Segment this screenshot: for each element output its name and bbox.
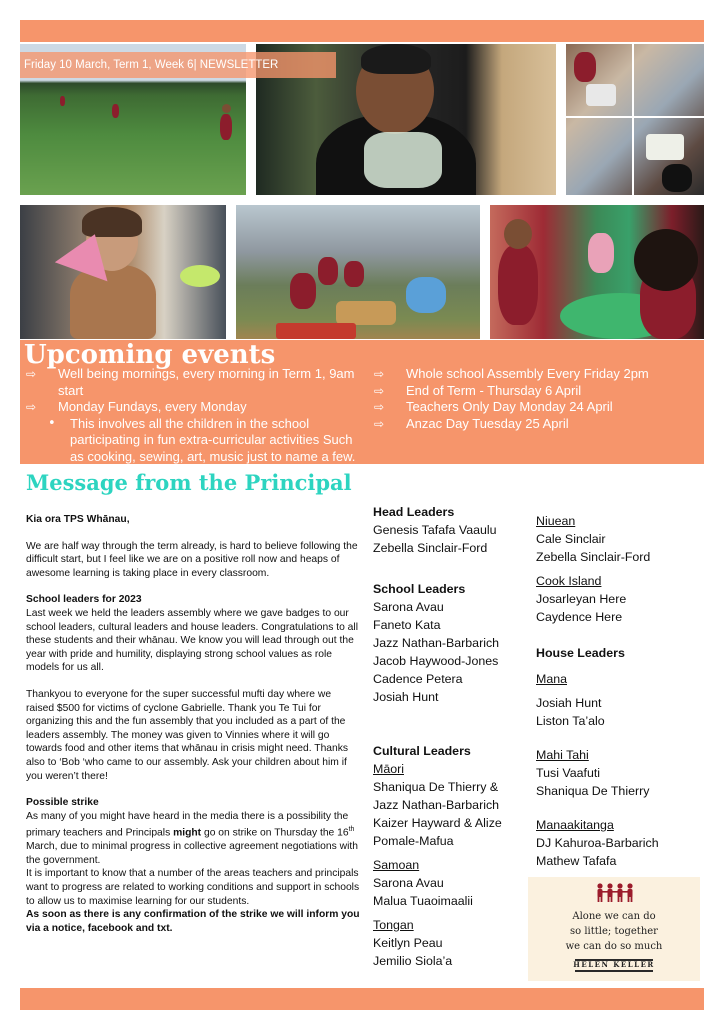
event-item: ⇨ Whole school Assembly Every Friday 2pm (374, 366, 649, 381)
letter-paragraph: As many of you might have heard in the media there is a possibility the primary teachers and Principals might go on strike on Thursday the 16th March, due to minimal progress in collective agreement negotiations with the government. (26, 810, 358, 866)
leader-name: Pomale-Mafua (373, 834, 454, 848)
leader-name: Shaniqua De Thierry (536, 784, 650, 798)
leader-name: Cale Sinclair (536, 532, 606, 546)
leaders-column-middle (373, 503, 533, 970)
leader-name: Josiah Hunt (373, 690, 439, 704)
leader-name: DJ Kahuroa-Barbarich (536, 836, 659, 850)
leader-name: Genesis Tafafa Vaaulu (373, 523, 497, 537)
upcoming-events-panel (20, 340, 704, 464)
photo-collage-classroom (566, 44, 704, 195)
letter-paragraph: Thankyou to everyone for the super successful mufti day where we raised $500 for victims of cyclone Gabrielle. Thank you Te Tui for organizing this and the fun assembly that you included as a part of the leaders assembly. The money was given to Vinnies where it will go towards food and other items that whānau in crisis might need. Thanks also to ‘Bob ‘who came to our assembly. Ask your children about him if you weren’t there! (26, 688, 349, 782)
niuean-title: Niuean (536, 514, 576, 528)
event-item: ⇨ Teachers Only Day Monday 24 April (374, 399, 613, 414)
event-item: ⇨ End of Term - Thursday 6 April (374, 382, 582, 398)
section-heading: School leaders for 2023 (26, 594, 142, 606)
quote-author: HELEN KELLER (573, 960, 655, 969)
arrow-right-icon: ⇨ (374, 416, 385, 431)
letter-paragraph: It is important to know that a number of the areas teachers and principals want to progress are related to working conditions and support in schools to allow us to maximise learning for our students. (26, 868, 360, 907)
leader-name: Tusi Vaafuti (536, 766, 601, 780)
event-item: ⇨ Well being mornings, every morning in Term 1, 9am start (26, 366, 355, 398)
leader-name: Keitlyn Peau (373, 936, 443, 950)
photo-girl-pinwheel (20, 205, 226, 339)
school-leaders-title: School Leaders (373, 582, 466, 596)
event-item: ⇨ Monday Fundays, every Monday (26, 399, 247, 414)
photo-pinwheel-table (490, 205, 704, 339)
event-item: ⇨ Anzac Day Tuesday 25 April (374, 415, 569, 431)
photo-class-floor-blocks (236, 205, 480, 339)
leader-name: Jazz Nathan-Barbarich (373, 636, 500, 650)
leaders-column-right (536, 512, 706, 870)
principal-title: Message from the Principal (26, 470, 352, 495)
principal-letter (26, 513, 360, 935)
leader-name: Mathew Tafafa (536, 854, 617, 868)
arrow-right-icon: ⇨ (374, 400, 385, 414)
leader-name: Jacob Haywood-Jones (373, 654, 499, 668)
leader-name: Liston Ta’alo (536, 714, 605, 728)
mahi-tahi-title: Mahi Tahi (536, 748, 589, 762)
quote-card (528, 877, 700, 981)
arrow-right-icon: ⇨ (374, 367, 385, 381)
top-orange-band (20, 20, 704, 42)
events-list-left (26, 366, 366, 465)
leader-name: Cadence Petera (373, 672, 463, 686)
leader-name: Zebella Sinclair-Ford (536, 550, 651, 564)
events-title: Upcoming events (24, 340, 276, 370)
leader-name: Kaizer Hayward & Alize (373, 816, 502, 830)
leader-name: Jemilio Siola’a (373, 954, 453, 968)
leader-name: Sarona Avau (373, 876, 444, 890)
manaakitanga-title: Manaakitanga (536, 818, 614, 832)
leader-name: Sarona Avau (373, 600, 444, 614)
arrow-right-icon: ⇨ (374, 383, 385, 398)
bullet-icon: • (48, 415, 56, 431)
leader-name: Caydence Here (536, 610, 623, 624)
event-sub-item: • This involves all the children in the school participating in fun extra-curricular activities Such as cooking, sewing, art, music just to name a few. (48, 415, 356, 464)
leader-name: Faneto Kata (373, 618, 441, 632)
mana-title: Mana (536, 672, 567, 686)
maori-title: Māori (373, 762, 404, 776)
events-list-right (374, 366, 694, 432)
leader-name: Shaniqua De Thierry & (373, 780, 499, 794)
newsletter-date-bar: Friday 10 March, Term 1, Week 6| NEWSLETTER (20, 52, 336, 78)
leader-name: Zebella Sinclair-Ford (373, 541, 488, 555)
letter-paragraph: We are half way through the term already, is hard to believe following the difficult start, but I feel like we are on a positive roll now and heaps of awesome learning is taking place in every classroom. (26, 540, 358, 579)
leader-name: Jazz Nathan-Barbarich (373, 798, 500, 812)
greeting: Kia ora TPS Whānau, (26, 514, 130, 525)
arrow-right-icon: ⇨ (26, 367, 37, 381)
leader-name: Malua Tuaoimaalii (373, 894, 473, 908)
cook-island-title: Cook Island (536, 574, 602, 588)
samoan-title: Samoan (373, 858, 420, 872)
closing-note: As soon as there is any confirmation of the strike we will inform you via a notice, facebook and txt. (26, 909, 360, 934)
section-heading: Possible strike (26, 797, 99, 809)
arrow-right-icon: ⇨ (26, 400, 37, 414)
letter-paragraph: Last week we held the leaders assembly where we gave badges to our school leaders, cultural leaders and house leaders. Congratulations to all these students and their whānau. We know you will lead through out the year with pride and humility, displaying strong school values as role models for us all. (26, 607, 358, 674)
divider (575, 970, 653, 972)
people-holding-hands-icon (595, 883, 635, 903)
leader-name: Josarleyan Here (536, 592, 627, 606)
house-leaders-title: House Leaders (536, 646, 625, 660)
tongan-title: Tongan (373, 918, 414, 932)
quote-text: Alone we can do so little; together we can do so much (565, 911, 663, 952)
bottom-orange-band (20, 988, 704, 1010)
leader-name: Josiah Hunt (536, 696, 602, 710)
head-leaders-title: Head Leaders (373, 505, 455, 519)
cultural-leaders-title: Cultural Leaders (373, 744, 471, 758)
